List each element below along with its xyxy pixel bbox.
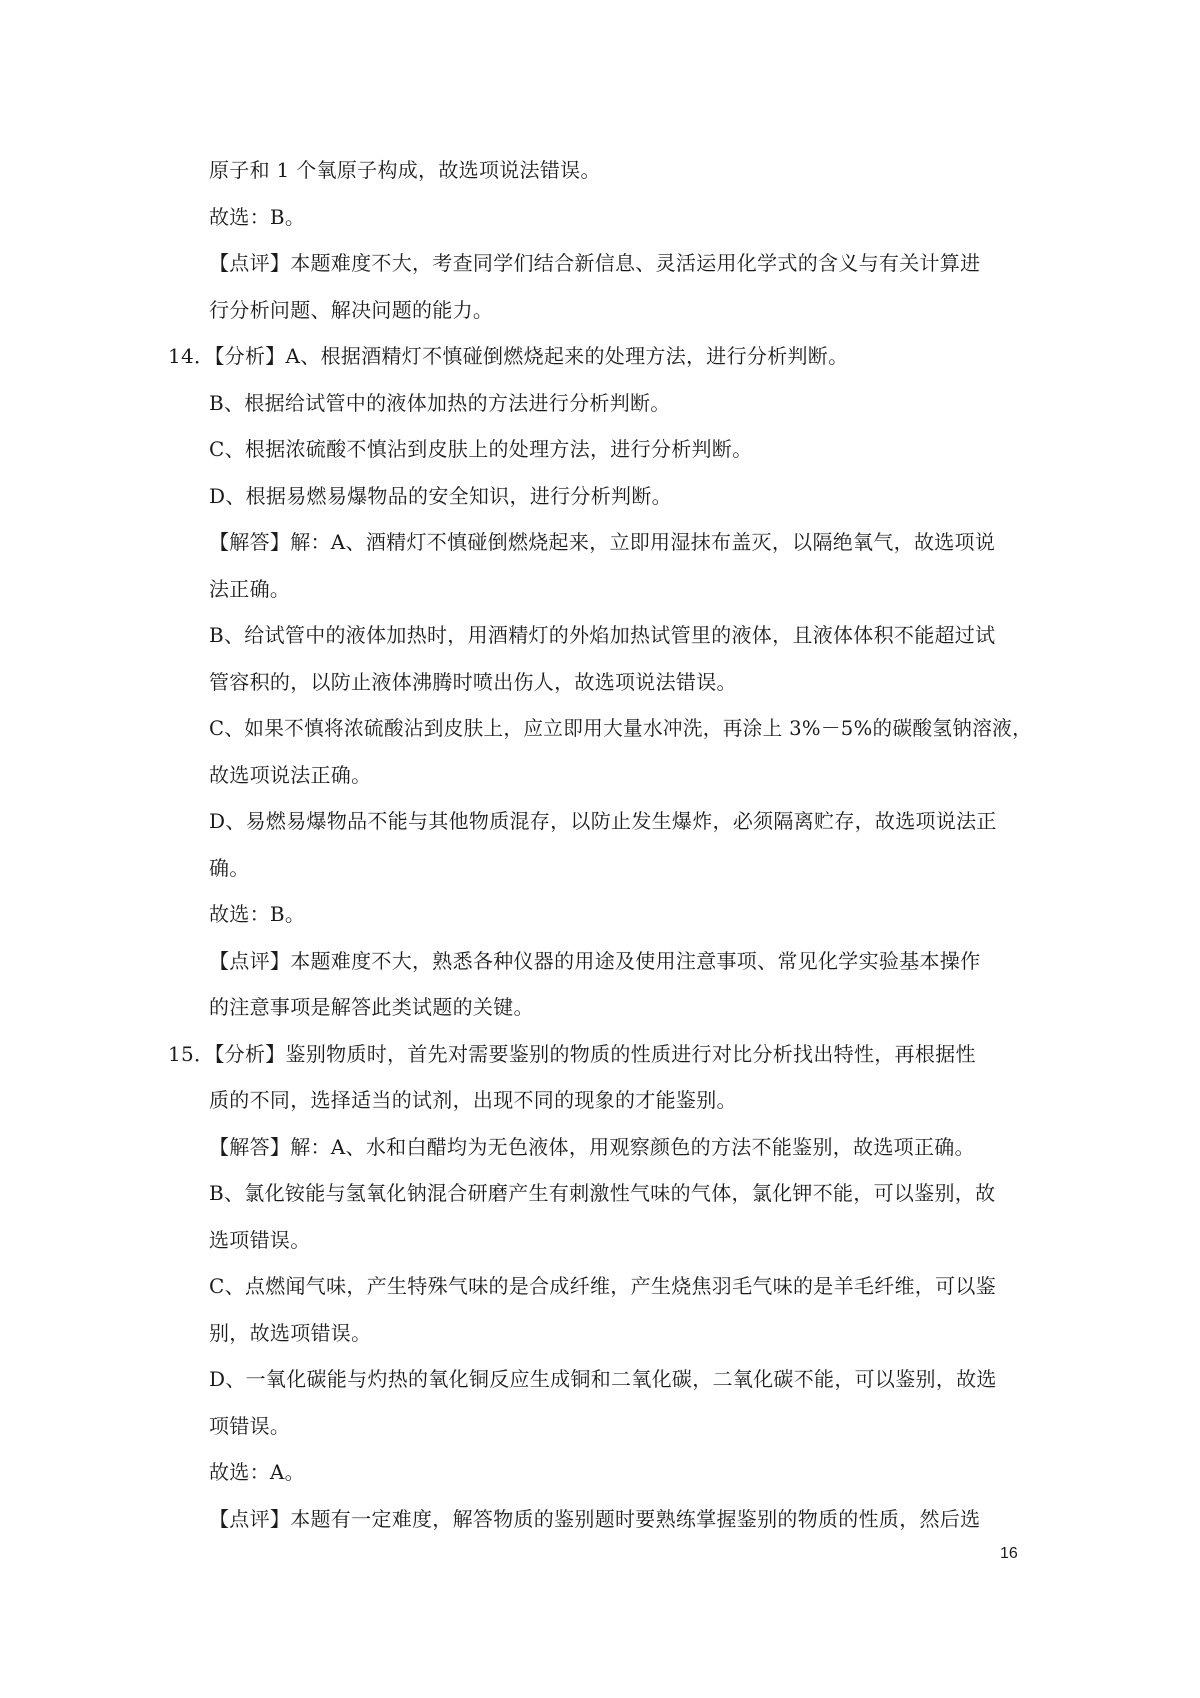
text-line: 别，故选项错误。 [209,1321,372,1345]
text-line: 选项错误。 [209,1228,311,1252]
text-line: 故选项说法正确。 [209,763,372,787]
text-line: 故选：B。 [209,205,306,229]
text-line: 项错误。 [209,1414,291,1438]
text-line: 行分析问题、解决问题的能力。 [209,298,494,322]
text-line: 确。 [209,856,250,880]
text-line: 故选：A。 [209,1460,305,1484]
text-line: 管容积的，以防止液体沸腾时喷出伤人，故选项说法错误。 [209,670,737,694]
text-line: B、氯化铵能与氢氧化钠混合研磨产生有刺激性气味的气体，氯化钾不能，可以鉴别，故 [209,1181,996,1205]
text-line: 故选：B。 [209,902,306,926]
text-line: B、给试管中的液体加热时，用酒精灯的外焰加热试管里的液体，且液体体积不能超过试 [209,623,996,647]
text-line: 【解答】解：A、水和白醋均为无色液体，用观察颜色的方法不能鉴别，故选项正确。 [209,1135,975,1159]
text-line: 【点评】本题难度不大，熟悉各种仪器的用途及使用注意事项、常见化学实验基本操作 [209,949,981,973]
page-number: 16 [1000,1545,1018,1562]
text-line: C、点燃闻气味，产生特殊气味的是合成纤维，产生烧焦羽毛气味的是羊毛纤维，可以鉴 [209,1274,997,1298]
text-line: 法正确。 [209,577,291,601]
text-line: B、根据给试管中的液体加热的方法进行分析判断。 [209,391,671,415]
text-line: C、根据浓硫酸不慎沾到皮肤上的处理方法，进行分析判断。 [209,437,753,461]
text-line: 【点评】本题有一定难度，解答物质的鉴别题时要熟练掌握鉴别的物质的性质，然后选 [209,1507,981,1531]
text-line: C、如果不慎将浓硫酸沾到皮肤上，应立即用大量水冲洗，再涂上 3%－5%的碳酸氢钠溶液， [209,716,1033,740]
text-line: 【点评】本题难度不大，考查同学们结合新信息、灵活运用化学式的含义与有关计算进 [209,251,981,275]
text-line: 质的不同，选择适当的试剂，出现不同的现象的才能鉴别。 [209,1088,737,1112]
text-line: D、易燃易爆物品不能与其他物质混存，以防止发生爆炸，必须隔离贮存，故选项说法正 [209,809,997,833]
text-line: 的注意事项是解答此类试题的关键。 [209,995,534,1019]
text-line: D、根据易燃易爆物品的安全知识，进行分析判断。 [209,484,672,508]
text-line: 【解答】解：A、酒精灯不慎碰倒燃烧起来，立即用湿抹布盖灭，以隔绝氧气，故选项说 [209,530,996,554]
question-15-analysis: 15．【分析】鉴别物质时，首先对需要鉴别的物质的性质进行对比分析找出特性，再根据性 [168,1042,976,1066]
question-14-analysis: 14．【分析】A、根据酒精灯不慎碰倒燃烧起来的处理方法，进行分析判断。 [168,344,849,368]
text-line: 原子和 1 个氧原子构成，故选项说法错误。 [209,158,601,182]
text-line: D、一氧化碳能与灼热的氧化铜反应生成铜和二氧化碳，二氧化碳不能，可以鉴别，故选 [209,1367,997,1391]
